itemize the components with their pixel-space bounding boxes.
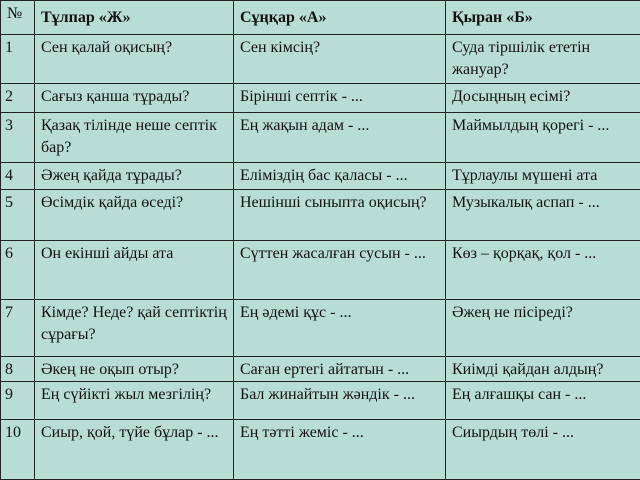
question-a: Ең әдемі құс - ... [234, 299, 446, 356]
row-number: 8 [1, 356, 35, 382]
question-zh: Қазақ тілінде неше септік бар? [35, 112, 234, 162]
question-a: Ең тәтті жеміс - ... [234, 419, 446, 479]
header-num: № [1, 1, 35, 35]
row-number: 9 [1, 382, 35, 419]
header-zh: Тұлпар «Ж» [35, 1, 234, 35]
question-b: Ең алғашқы сан - ... [446, 382, 640, 419]
question-a: Бал жинайтын жәндік - ... [234, 382, 446, 419]
header-a: Сұңқар «А» [234, 1, 446, 35]
table-row [1, 35, 640, 84]
question-b: Суда тіршілік ететін жануар? [446, 35, 640, 84]
table-row [1, 299, 640, 356]
table-row [1, 356, 640, 382]
question-zh: Әкең не оқып отыр? [35, 356, 234, 382]
question-b: Көз – қорқақ, қол - ... [446, 241, 640, 299]
question-b: Әжең не пісіреді? [446, 299, 640, 356]
row-number: 3 [1, 112, 35, 162]
question-zh: Кімде? Неде? қай септіктің сұрағы? [35, 299, 234, 356]
question-zh: Он екінші айды ата [35, 241, 234, 299]
header-row [1, 1, 640, 35]
table-row [1, 162, 640, 189]
question-b: Досыңның есімі? [446, 83, 640, 112]
row-number: 7 [1, 299, 35, 356]
question-zh: Сағыз қанша тұрады? [35, 83, 234, 112]
table-row [1, 419, 640, 479]
row-number: 5 [1, 189, 35, 241]
row-number: 1 [1, 35, 35, 84]
table-row [1, 112, 640, 162]
table-row [1, 189, 640, 241]
question-a: Ең жақын адам - ... [234, 112, 446, 162]
table-row [1, 382, 640, 419]
row-number: 6 [1, 241, 35, 299]
question-a: Сен кімсің? [234, 35, 446, 84]
question-zh: Әжең қайда тұрады? [35, 162, 234, 189]
question-b: Маймылдың қорегі - ... [446, 112, 640, 162]
question-a: Бірінші септік - ... [234, 83, 446, 112]
question-zh: Өсімдік қайда өседі? [35, 189, 234, 241]
row-number: 4 [1, 162, 35, 189]
question-a: Нешінші сыныпта оқисың? [234, 189, 446, 241]
question-b: Киімді қайдан алдың? [446, 356, 640, 382]
row-number: 2 [1, 83, 35, 112]
question-b: Сиырдың төлі - ... [446, 419, 640, 479]
question-a: Сүттен жасалған сусын - ... [234, 241, 446, 299]
question-b: Тұрлаулы мүшені ата [446, 162, 640, 189]
question-zh: Сиыр, қой, түйе бұлар - ... [35, 419, 234, 479]
table-row [1, 241, 640, 299]
table-row [1, 83, 640, 112]
row-number: 10 [1, 419, 35, 479]
question-zh: Ең сүйікті жыл мезгілің? [35, 382, 234, 419]
question-zh: Сен қалай оқисың? [35, 35, 234, 84]
question-a: Саған ертегі айтатын - ... [234, 356, 446, 382]
header-b: Қыран «Б» [446, 1, 640, 35]
question-a: Еліміздің бас қаласы - ... [234, 162, 446, 189]
question-b: Музыкалық аспап - ... [446, 189, 640, 241]
